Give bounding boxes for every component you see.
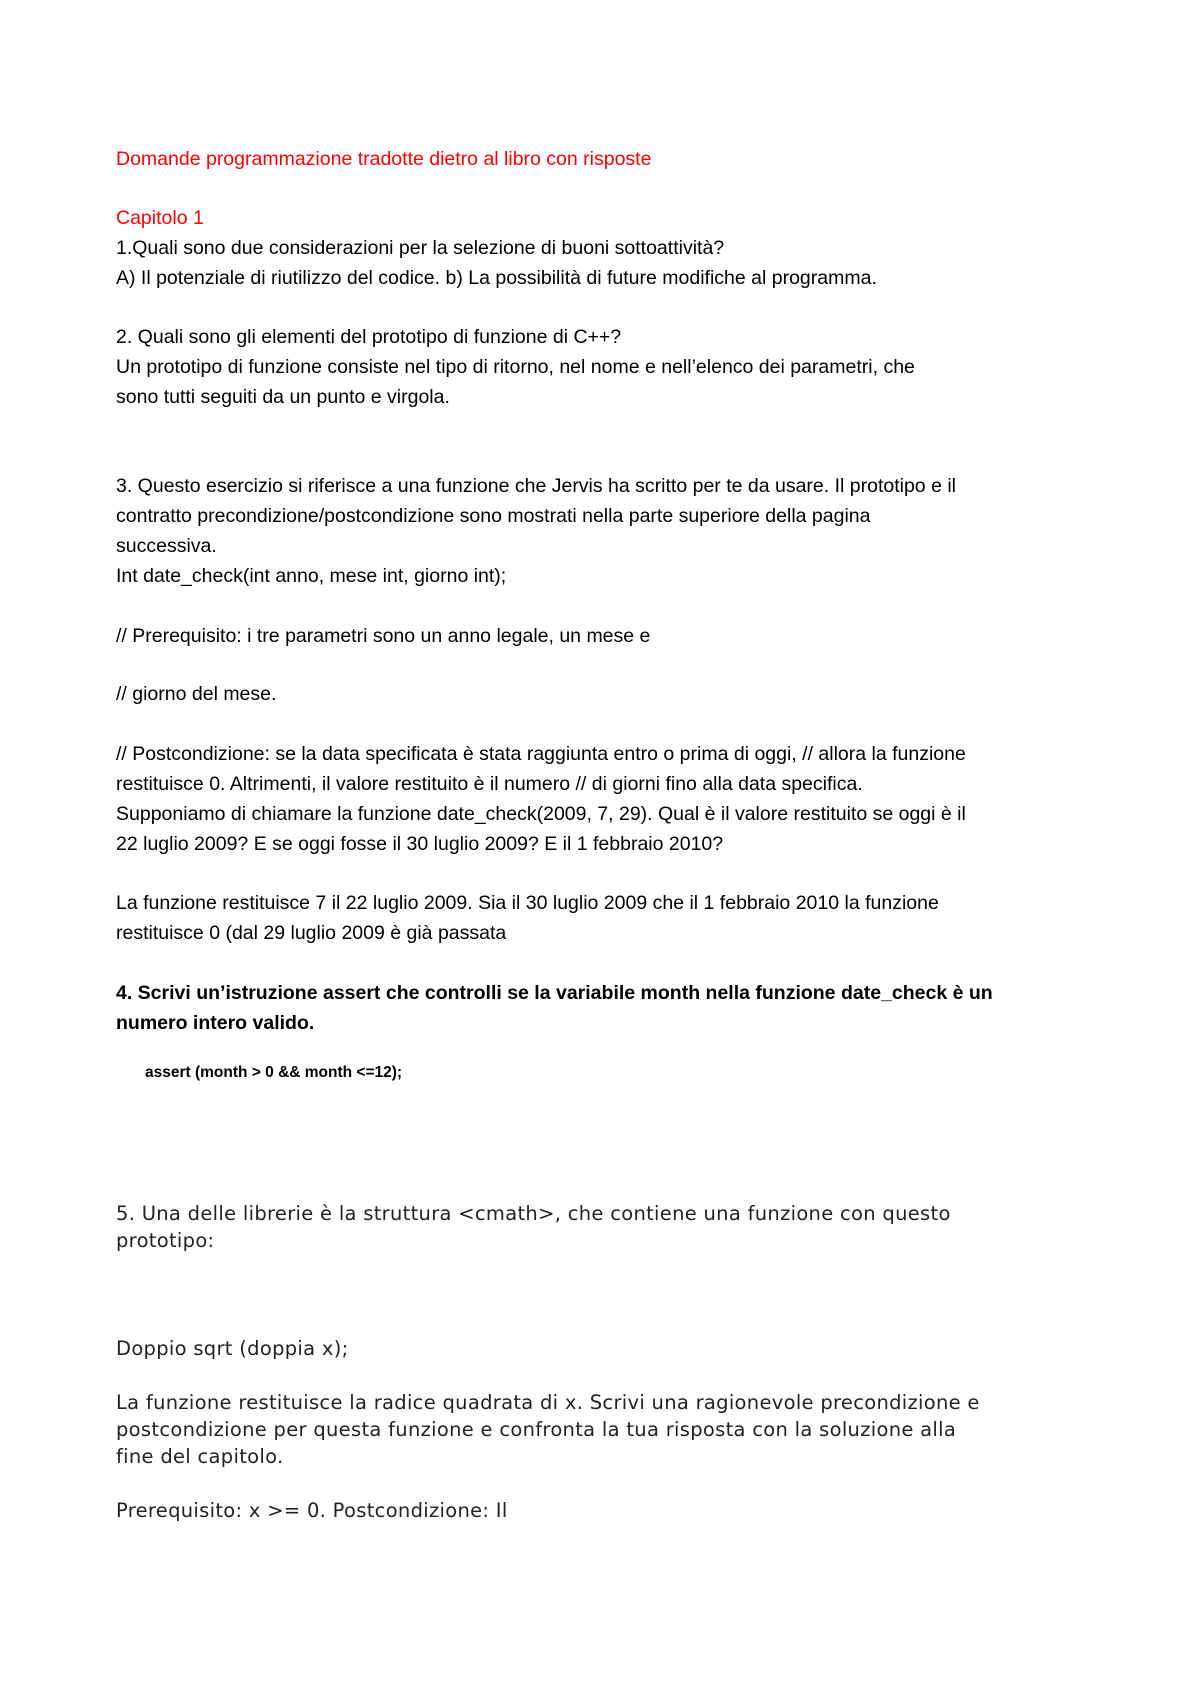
answer-4-code: assert (month > 0 && month <=12); [145,1064,403,1081]
question-3-ask-1: Supponiamo di chiamare la funzione date_check(2009, 7, 29). Qual è il valore restituito se oggi è il [116,803,966,825]
question-3-prototype: Int date_check(int anno, mese int, giorno int); [116,565,507,587]
question-5-prototype: Doppio sqrt (doppia x); [116,1337,349,1360]
question-3-ask-2: 22 luglio 2009? E se oggi fosse il 30 luglio 2009? E il 1 febbraio 2010? [116,833,724,855]
question-5-body-3: fine del capitolo. [116,1445,284,1468]
question-3-line-2: contratto precondizione/postcondizione sono mostrati nella parte superiore della pagina [116,505,871,527]
question-1: 1.Quali sono due considerazioni per la selezione di buoni sottoattività? [116,237,725,259]
question-4-line-2: numero intero valido. [116,1012,315,1034]
answer-2-line-2: sono tutti seguiti da un punto e virgola. [116,386,450,408]
question-5-line-1: 5. Una delle librerie è la struttura <cmath>, che contiene una funzione con questo [116,1202,951,1225]
question-3-precondition-1: // Prerequisito: i tre parametri sono un anno legale, un mese e [116,625,651,647]
answer-3-line-1: La funzione restituisce 7 il 22 luglio 2009. Sia il 30 luglio 2009 che il 1 febbraio 2010 la funzione [116,892,939,914]
question-3-line-3: successiva. [116,535,217,557]
question-3-line-1: 3. Questo esercizio si riferisce a una funzione che Jervis ha scritto per te da usare. Il prototipo e il [116,475,956,497]
question-3-postcondition-1: // Postcondizione: se la data specificata è stata raggiunta entro o prima di oggi, // allora la funzione [116,743,966,765]
question-5-body-1: La funzione restituisce la radice quadrata di x. Scrivi una ragionevole precondizione e [116,1391,980,1414]
chapter-heading: Capitolo 1 [116,207,204,229]
answer-3-line-2: restituisce 0 (dal 29 luglio 2009 è già passata [116,922,507,944]
answer-5: Prerequisito: x >= 0. Postcondizione: Il [116,1499,508,1522]
question-2: 2. Quali sono gli elementi del prototipo di funzione di C++? [116,326,622,348]
question-5-line-2: prototipo: [116,1229,215,1252]
question-5-body-2: postcondizione per questa funzione e confronta la tua risposta con la soluzione alla [116,1418,957,1441]
answer-1: A) Il potenziale di riutilizzo del codice. b) La possibilità di future modifiche al programma. [116,267,877,289]
document-title: Domande programmazione tradotte dietro al libro con risposte [116,148,652,170]
question-3-precondition-2: // giorno del mese. [116,683,277,705]
question-4-line-1: 4. Scrivi un’istruzione assert che controlli se la variabile month nella funzione date_check è un [116,982,993,1004]
question-3-postcondition-2: restituisce 0. Altrimenti, il valore restituito è il numero // di giorni fino alla data specifica. [116,773,863,795]
answer-2-line-1: Un prototipo di funzione consiste nel tipo di ritorno, nel nome e nell’elenco dei parametri, che [116,356,915,378]
